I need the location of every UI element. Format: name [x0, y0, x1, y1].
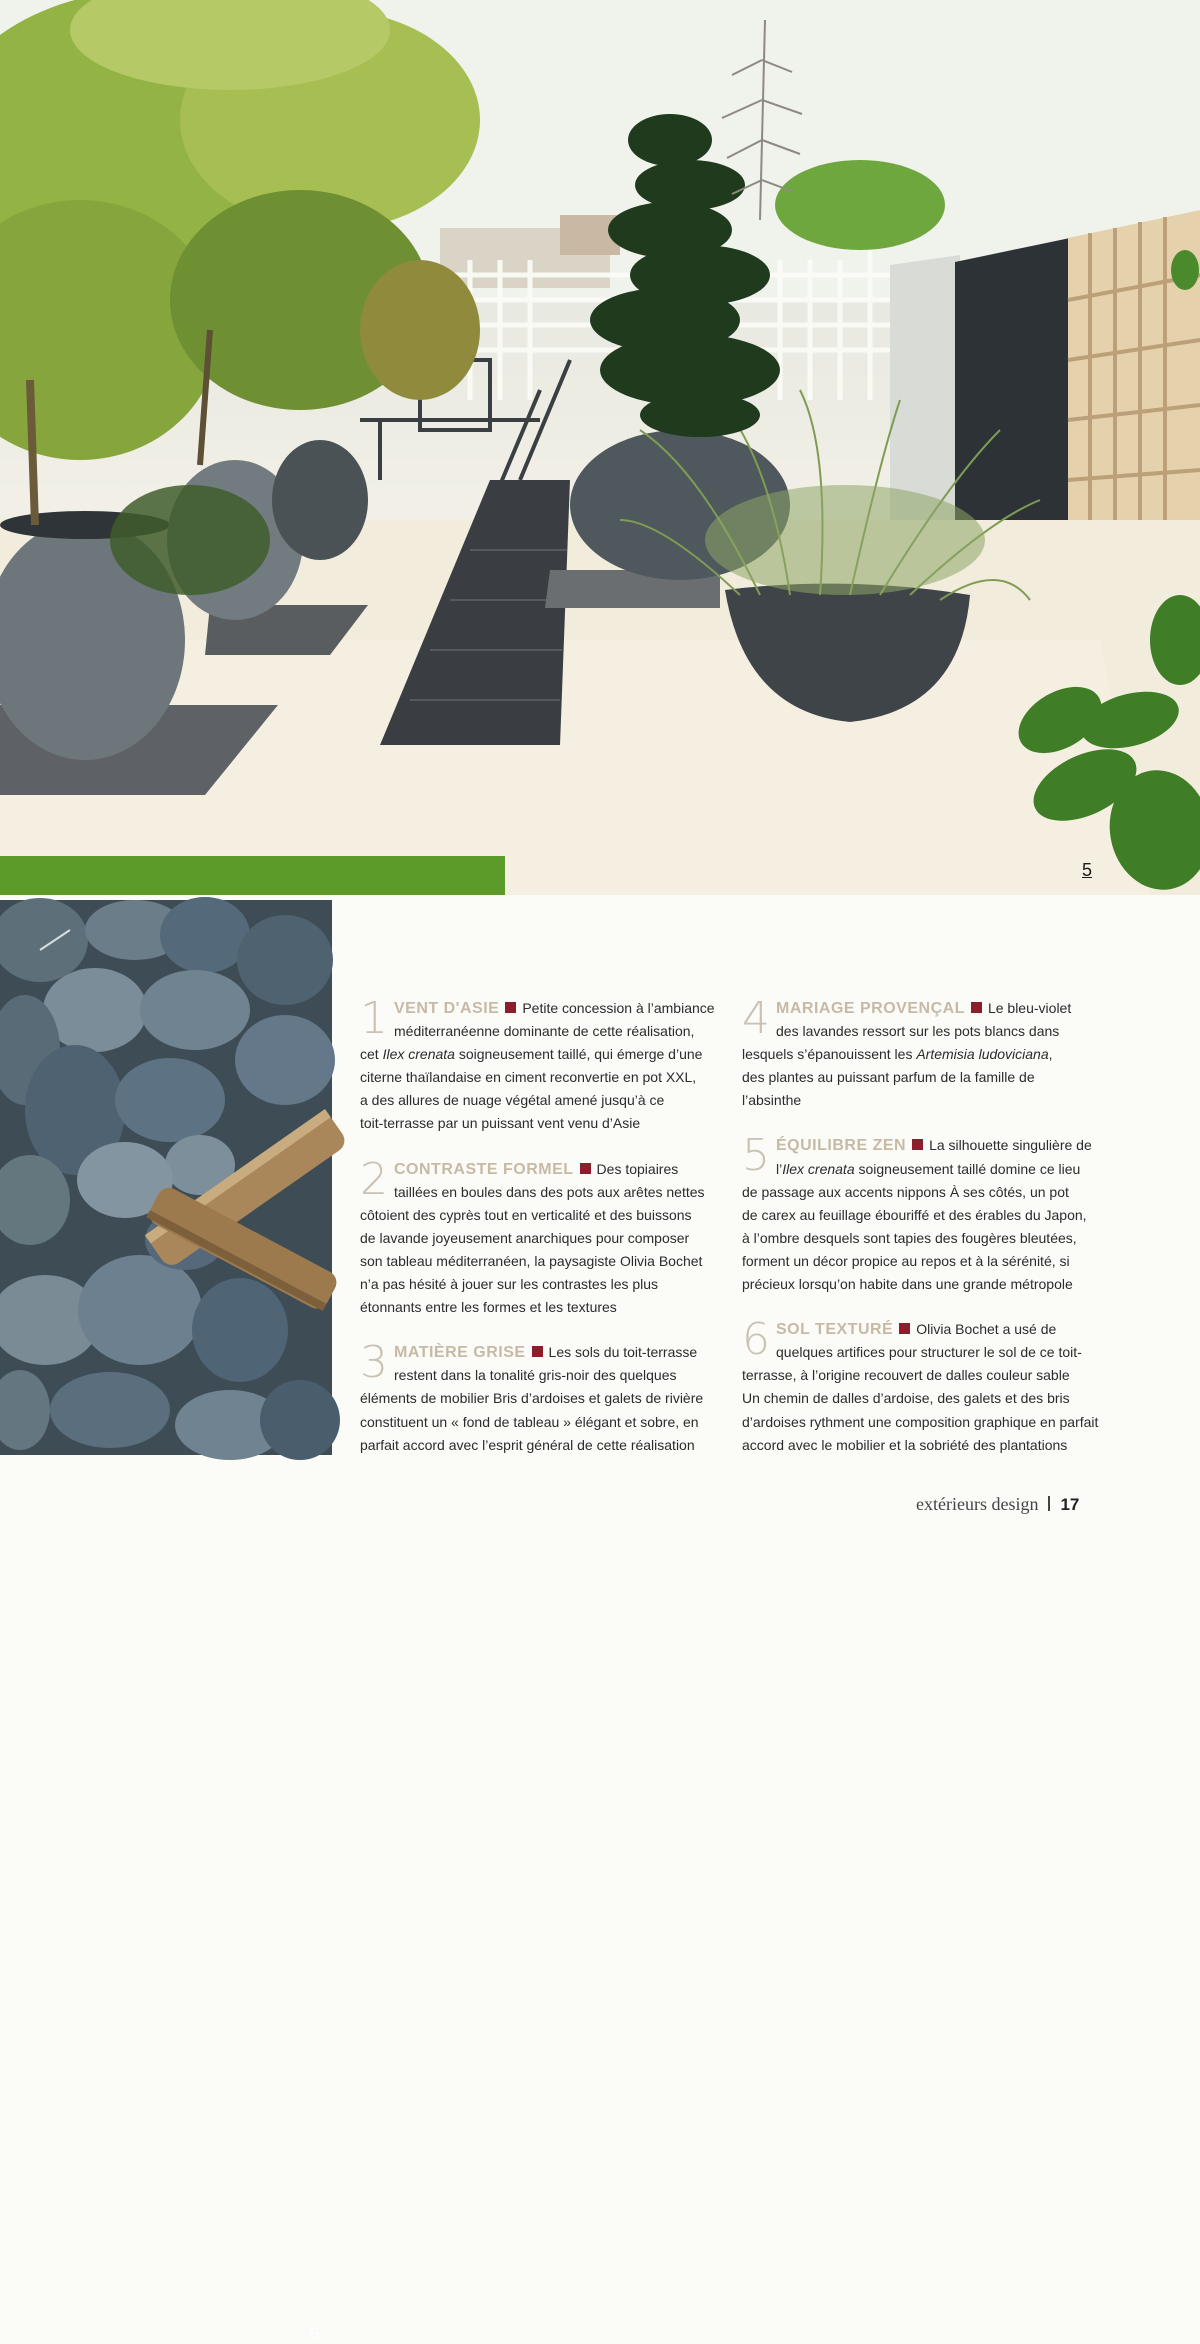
text-line: a des allures de nuage végétal amené jusqu’à ce [360, 1092, 665, 1109]
section-number: 6 [742, 1314, 770, 1366]
text-line: parfait accord avec l’esprit général de cette réalisation [360, 1436, 695, 1453]
section-heading: SOL TEXTURÉ [776, 1321, 894, 1339]
text-line: constituent un « fond de tableau » élégant et sobre, en [360, 1413, 699, 1430]
text-line: Un chemin de dalles d’ardoise, des galets et des bris [742, 1390, 1070, 1407]
text-line: , [1048, 1046, 1053, 1063]
text-line: des plantes au puissant parfum de la famille de [742, 1069, 1035, 1086]
text-line: d’ardoises rythment une composition graphique en parfait [742, 1413, 1099, 1430]
text-line: Petite concession à l’ambiance [522, 1000, 715, 1016]
terrace-photo [0, 0, 1200, 895]
right-column [742, 993, 1102, 1479]
photo-number-6: 6 [310, 2324, 320, 2343]
section-1 [360, 993, 720, 1136]
section-heading: CONTRASTE FORMEL [394, 1160, 574, 1178]
text-line: cet [360, 1046, 383, 1063]
section-2 [360, 1153, 720, 1320]
left-column [360, 993, 720, 1479]
text-line: Olivia Bochet a usé de [916, 1321, 1057, 1338]
text-line: accord avec le mobilier et la sobriété des plantations [742, 1436, 1068, 1453]
text-line: éléments de mobilier Bris d’ardoises et galets de rivière [360, 1390, 704, 1407]
text-line: son tableau méditerranéen, la paysagiste Olivia Bochet [360, 1252, 703, 1269]
section-text [360, 1337, 720, 1456]
text-line: forment un décor propice au repos et à la sérénité, si [742, 1252, 1070, 1269]
text-line: l’ [776, 1160, 783, 1177]
red-square-marker [532, 1346, 543, 1357]
footer-separator [1048, 1496, 1050, 1511]
section-number: 1 [360, 993, 388, 1044]
section-text [742, 1130, 1102, 1296]
section-4 [742, 993, 1102, 1112]
text-line: côtoient des cyprès tout en verticalité et des buissons [360, 1206, 692, 1223]
section-text [360, 1153, 720, 1320]
page-footer [916, 1494, 1079, 1515]
text-line: Les sols du toit-terrasse [548, 1344, 698, 1361]
text-line: précieux lorsqu’on habite dans une grande métropole [742, 1276, 1073, 1293]
red-square-marker [899, 1323, 910, 1334]
section-heading: VENT D'ASIE [394, 1000, 500, 1017]
section-heading: MARIAGE PROVENÇAL [776, 1000, 965, 1017]
text-line: méditerranéenne dominante de cette réalisation, [394, 1023, 695, 1040]
red-square-marker [971, 1002, 982, 1013]
section-text [742, 993, 1102, 1112]
text-line: soigneusement taillé domine ce lieu [854, 1160, 1081, 1177]
terrace-illustration [0, 0, 1200, 895]
red-square-marker [505, 1002, 516, 1013]
section-number: 3 [360, 1337, 388, 1389]
text-line: restent dans la tonalité gris-noir des quelques [394, 1367, 677, 1384]
section-6 [742, 1314, 1102, 1457]
section-text [742, 1314, 1102, 1457]
section-number: 4 [742, 993, 770, 1044]
italic-plant-name: Ilex crenata [382, 1046, 455, 1063]
photo-number-5: 5 [1082, 860, 1093, 880]
text-line: La silhouette singulière de [929, 1137, 1092, 1154]
page-number: 17 [1060, 1495, 1080, 1514]
pebbles-photo [0, 900, 332, 2343]
red-square-marker [912, 1139, 923, 1150]
pebbles-illustration [0, 900, 332, 1455]
text-line: citerne thaïlandaise en ciment reconvertie en pot XXL, [360, 1069, 697, 1086]
text-line: de lavande joyeusement anarchiques pour composer [360, 1229, 690, 1246]
text-line: de passage aux accents nippons À ses côtés, un pot [742, 1183, 1069, 1200]
text-line: taillées en boules dans des pots aux arêtes nettes [394, 1183, 705, 1200]
text-line: Le bleu-violet [987, 1000, 1072, 1016]
section-number: 5 [742, 1130, 770, 1182]
text-line: l’absinthe [742, 1092, 802, 1109]
text-line: des lavandes ressort sur les pots blancs dans [776, 1023, 1060, 1040]
section-text [360, 993, 720, 1136]
text-line: Des topiaires [596, 1160, 679, 1177]
text-line: toit-terrasse par un puissant vent venu d’Asie [360, 1115, 641, 1132]
text-line: soigneusement taillé, qui émerge d’une [454, 1046, 703, 1063]
text-line: quelques artifices pour structurer le sol de ce toit- [776, 1344, 1082, 1361]
text-line: à l’ombre desquels sont tapies des fougères bleutées, [742, 1229, 1077, 1246]
text-line: étonnants entre les formes et les textures [360, 1299, 617, 1316]
text-line: n’a pas hésité à jouer sur les contrastes les plus [360, 1276, 659, 1293]
magazine-name: extérieurs design [916, 1494, 1039, 1514]
section-heading: MATIÈRE GRISE [394, 1344, 526, 1362]
italic-plant-name: Artemisia ludoviciana [916, 1046, 1049, 1063]
text-line: terrasse, à l’origine recouvert de dalles couleur sable [742, 1367, 1070, 1384]
section-5 [742, 1130, 1102, 1296]
section-heading: ÉQUILIBRE ZEN [776, 1137, 907, 1155]
text-line: lesquels s’épanouissent les [742, 1046, 917, 1063]
text-line: de carex au feuillage ébouriffé et des érables du Japon, [742, 1206, 1087, 1223]
red-square-marker [580, 1163, 591, 1174]
section-number: 2 [360, 1153, 388, 1205]
italic-plant-name: Ilex crenata [782, 1160, 855, 1177]
section-3 [360, 1337, 720, 1456]
